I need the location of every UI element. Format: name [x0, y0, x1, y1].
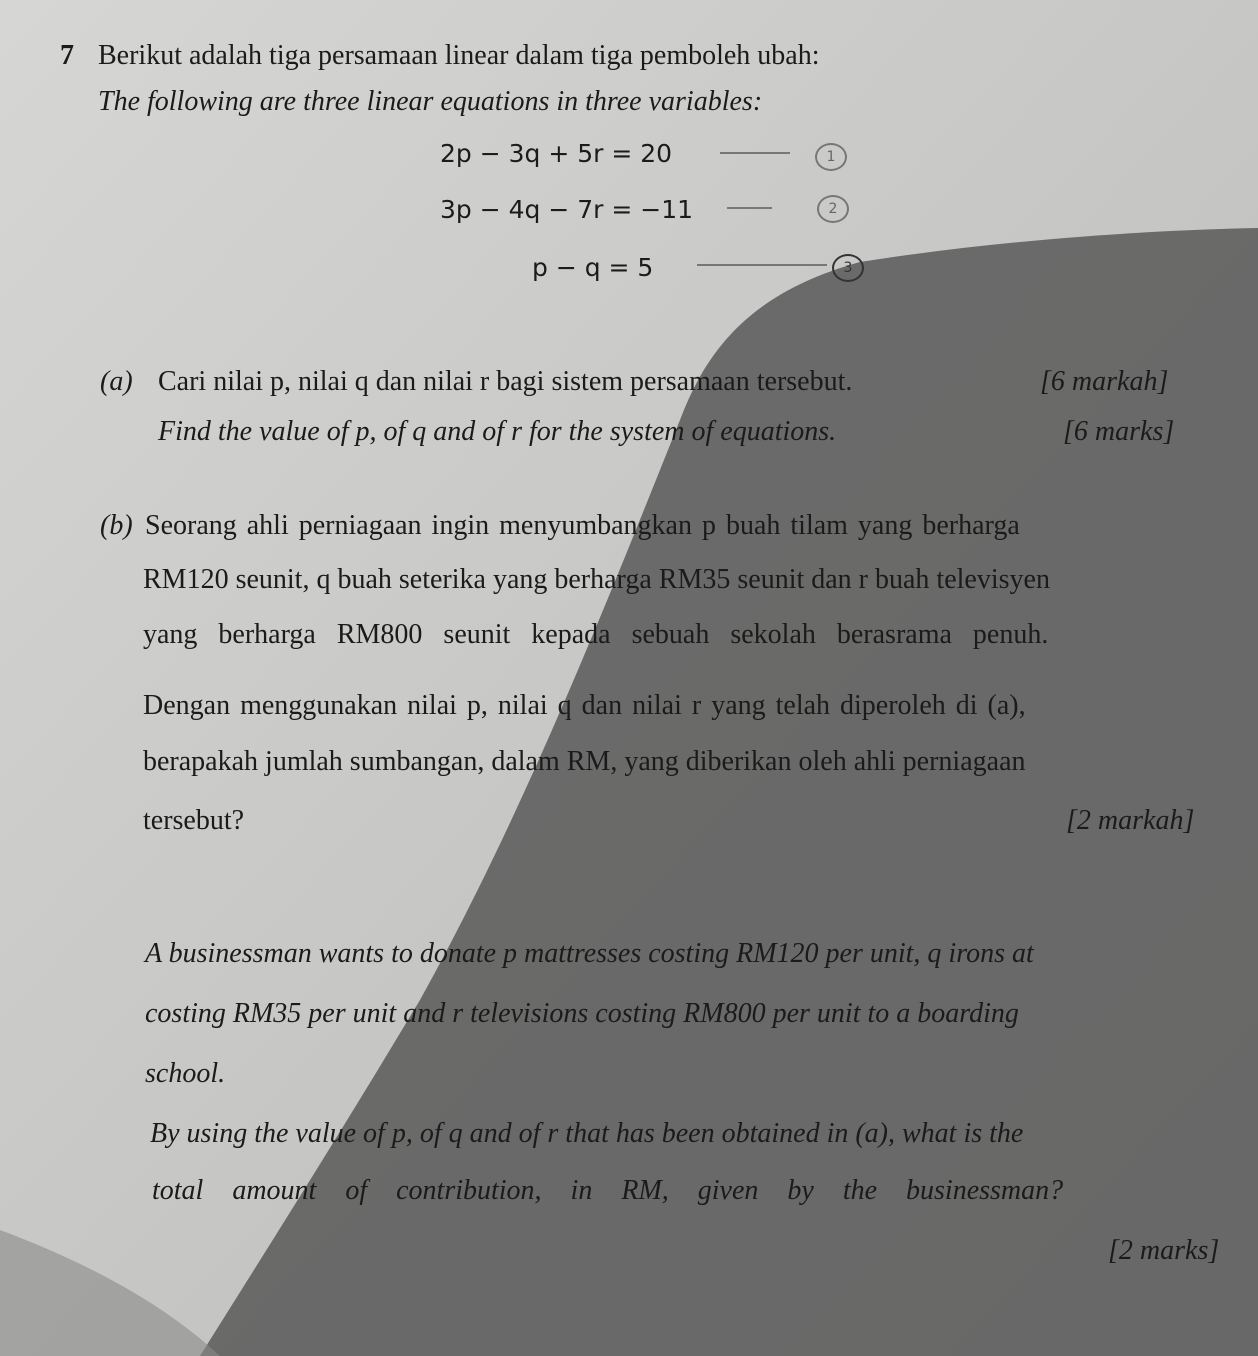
part-a-ms: Cari nilai p, nilai q dan nilai r bagi sistem persamaan tersebut. [158, 366, 853, 397]
equation-1: 2p − 3q + 5r = 20 [440, 139, 673, 168]
part-b-ms-line: tersebut? [143, 805, 245, 836]
part-a-en-marks: [6 marks] [1063, 416, 1175, 447]
part-b-ms-line: Seorang ahli perniagaan ingin menyumbangkan p buah tilam yang berharga [145, 510, 1020, 541]
question-number: 7 [60, 40, 74, 71]
part-b-ms-line: Dengan menggunakan nilai p, nilai q dan nilai r yang telah diperoleh di (a), [143, 690, 1026, 721]
part-b-ms-line: berapakah jumlah sumbangan, dalam RM, yang diberikan oleh ahli perniagaan [143, 746, 1026, 777]
part-b-label: (b) [100, 510, 133, 541]
part-a-ms-marks: [6 markah] [1040, 366, 1169, 397]
equation-label-1: 1 [815, 143, 847, 171]
part-b-ms-line: yang berharga RM800 seunit kepada sebuah sekolah berasrama penuh. [143, 619, 1049, 650]
part-b-en-marks: [2 marks] [1108, 1235, 1220, 1266]
equation-label-2: 2 [817, 195, 849, 223]
part-b-en-line: total amount of contribution, in RM, given by the businessman? [152, 1175, 1064, 1206]
equation-2: 3p − 4q − 7r = −11 [440, 195, 694, 224]
part-b-ms-marks: [2 markah] [1066, 805, 1195, 836]
part-b-en-line: costing RM35 per unit and r televisions costing RM800 per unit to a boarding [145, 998, 1019, 1029]
equation-label-3: 3 [832, 254, 864, 282]
part-a-label: (a) [100, 366, 133, 397]
intro-en: The following are three linear equations in three variables: [98, 86, 763, 117]
part-b-en-line: school. [145, 1058, 226, 1089]
part-b-ms-line: RM120 seunit, q buah seterika yang berharga RM35 seunit dan r buah televisyen [143, 564, 1050, 595]
part-b-en-line: A businessman wants to donate p mattresses costing RM120 per unit, q irons at [145, 938, 1034, 969]
equation-3: p − q = 5 [532, 253, 654, 282]
part-a-en: Find the value of p, of q and of r for the system of equations. [158, 416, 837, 447]
part-b-en-line: By using the value of p, of q and of r that has been obtained in (a), what is the [150, 1118, 1024, 1149]
intro-ms: Berikut adalah tiga persamaan linear dalam tiga pemboleh ubah: [98, 40, 820, 71]
